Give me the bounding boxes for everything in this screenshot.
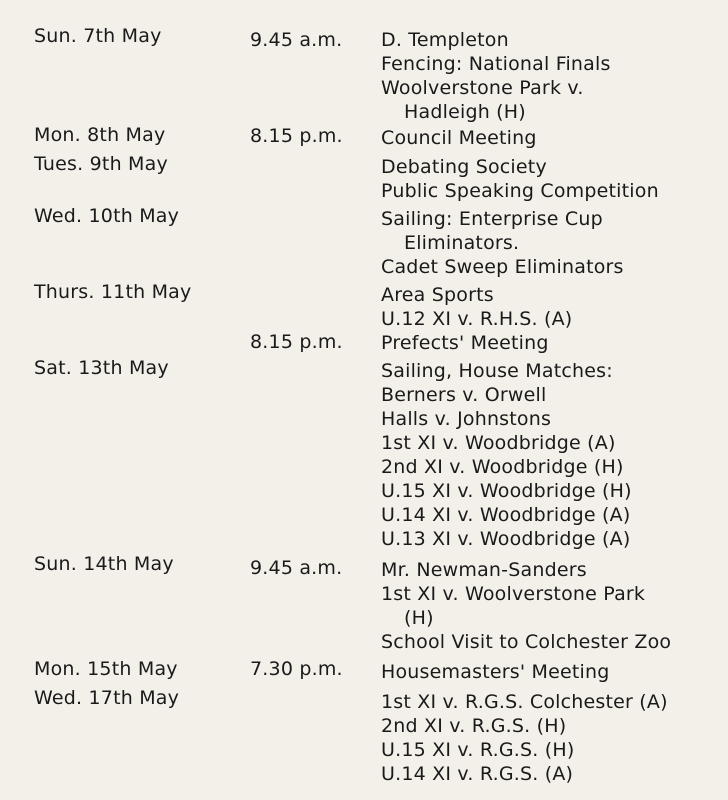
event-line: Prefects' Meeting bbox=[381, 332, 549, 354]
event-line: U.12 XI v. R.H.S. (A) bbox=[381, 308, 573, 330]
event-line: Berners v. Orwell bbox=[381, 384, 547, 406]
event-line: Halls v. Johnstons bbox=[381, 408, 552, 430]
date-sun-14: Sun. 14th May bbox=[34, 553, 174, 575]
time-sun-14: 9.45 a.m. bbox=[250, 557, 343, 579]
event-line: U.15 XI v. R.G.S. (H) bbox=[381, 739, 575, 761]
event-line: U.13 XI v. Woodbridge (A) bbox=[381, 528, 631, 550]
event-line: Mr. Newman-Sanders bbox=[381, 559, 587, 581]
date-thurs-11: Thurs. 11th May bbox=[34, 281, 192, 303]
event-line: Housemasters' Meeting bbox=[381, 661, 610, 683]
event-line: Sailing, House Matches: bbox=[381, 360, 613, 382]
event-line: 2nd XI v. R.G.S. (H) bbox=[381, 715, 567, 737]
event-line: Debating Society bbox=[381, 156, 547, 178]
event-line: Sailing: Enterprise Cup bbox=[381, 208, 603, 230]
date-wed-17: Wed. 17th May bbox=[34, 687, 180, 709]
event-line: 1st XI v. Woodbridge (A) bbox=[381, 432, 616, 454]
event-line: (H) bbox=[404, 607, 434, 629]
event-line: D. Templeton bbox=[381, 29, 509, 51]
event-line: U.14 XI v. Woodbridge (A) bbox=[381, 504, 631, 526]
event-line: Council Meeting bbox=[381, 127, 537, 149]
time-sun-7: 9.45 a.m. bbox=[250, 29, 343, 51]
time-mon-15: 7.30 p.m. bbox=[250, 658, 343, 680]
time-thurs-11-evening: 8.15 p.m. bbox=[250, 331, 343, 353]
event-line: U.15 XI v. Woodbridge (H) bbox=[381, 480, 632, 502]
event-line: Woolverstone Park v. bbox=[381, 77, 584, 99]
event-line: Cadet Sweep Eliminators bbox=[381, 256, 624, 278]
date-mon-15: Mon. 15th May bbox=[34, 658, 178, 680]
event-line: 2nd XI v. Woodbridge (H) bbox=[381, 456, 624, 478]
date-mon-8: Mon. 8th May bbox=[34, 124, 166, 146]
event-line: 1st XI v. Woolverstone Park bbox=[381, 583, 646, 605]
event-line: School Visit to Colchester Zoo bbox=[381, 631, 672, 653]
date-tues-9: Tues. 9th May bbox=[34, 153, 168, 175]
event-line: Fencing: National Finals bbox=[381, 53, 611, 75]
event-line: U.14 XI v. R.G.S. (A) bbox=[381, 763, 574, 785]
event-line: Public Speaking Competition bbox=[381, 180, 659, 202]
event-line: 1st XI v. R.G.S. Colchester (A) bbox=[381, 691, 668, 713]
date-wed-10: Wed. 10th May bbox=[34, 205, 180, 227]
event-line: Hadleigh (H) bbox=[404, 101, 526, 123]
date-sun-7: Sun. 7th May bbox=[34, 25, 162, 47]
event-line: Area Sports bbox=[381, 284, 494, 306]
time-mon-8: 8.15 p.m. bbox=[250, 125, 343, 147]
date-sat-13: Sat. 13th May bbox=[34, 357, 169, 379]
event-line: Eliminators. bbox=[404, 232, 520, 254]
